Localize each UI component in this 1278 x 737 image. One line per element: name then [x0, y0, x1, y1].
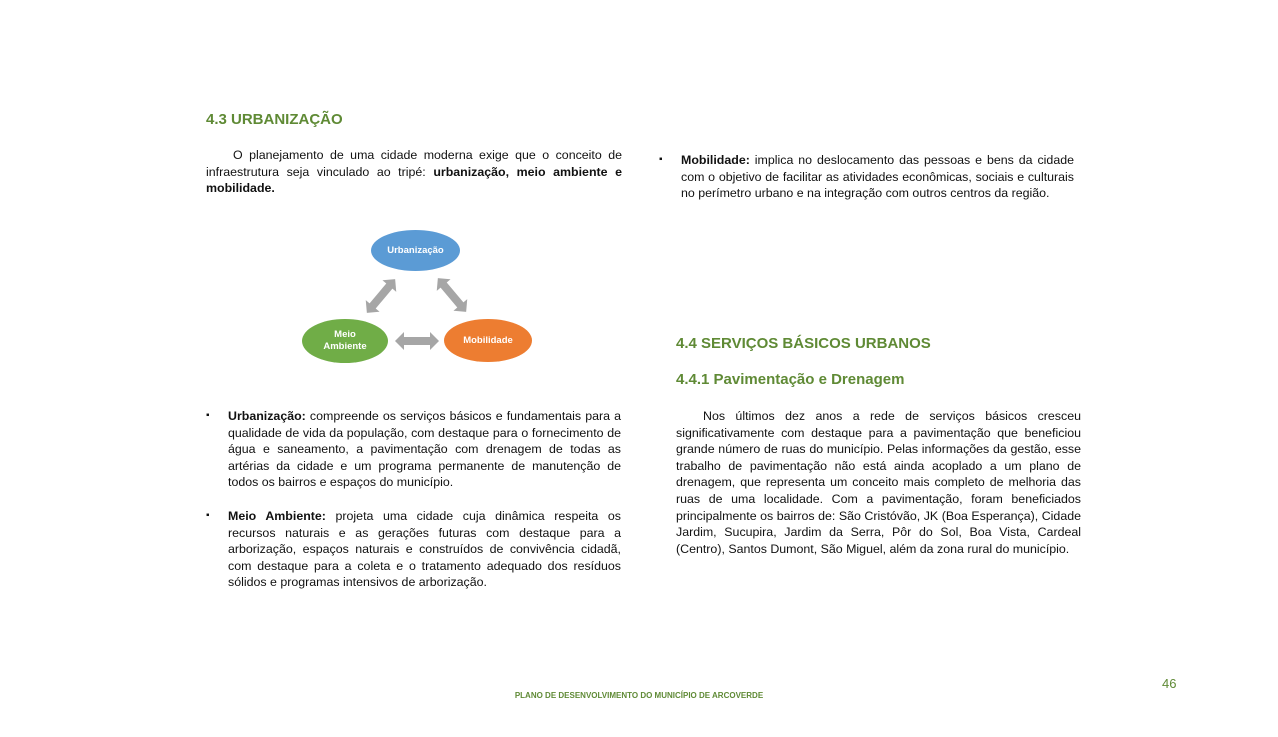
- section-heading-servicos: 4.4 SERVIÇOS BÁSICOS URBANOS: [676, 335, 931, 352]
- arrow-urbanizacao-meio-ambiente: [360, 273, 402, 318]
- bullet-marker: ▪: [206, 410, 210, 421]
- node-meio-ambiente: [302, 319, 388, 363]
- bullet-term: Meio Ambiente:: [228, 509, 326, 523]
- node-mobilidade: [444, 319, 532, 362]
- node-urbanizacao: [371, 230, 460, 271]
- bullet-marker: ▪: [659, 154, 663, 165]
- page-number: 46: [1162, 676, 1177, 691]
- bullet-mobilidade: [659, 152, 1074, 202]
- bullet-marker: ▪: [206, 510, 210, 521]
- section-heading-urbanizacao: 4.3 URBANIZAÇÃO: [206, 111, 343, 128]
- bullet-meio-ambiente: [206, 508, 621, 591]
- footer-title: PLANO DE DESENVOLVIMENTO DO MUNICÍPIO DE ARCOVERDE: [514, 691, 764, 700]
- bullet-text: implica no deslocamento das pessoas e bens da cidade com o objetivo de facilitar as atividades econômicas, sociais e culturais no perímetro urbano e na integração com outros centros da região.: [681, 153, 1074, 201]
- bullet-urbanizacao: [206, 408, 621, 491]
- bullet-term: Urbanização:: [228, 409, 306, 423]
- intro-text: O planejamento de uma cidade moderna exige que o conceito de infraestrutura seja vinculado ao tripé:: [206, 148, 622, 179]
- intro-bold-text: urbanização, meio ambiente e mobilidade.: [206, 164, 622, 196]
- bullet-text: compreende os serviços básicos e fundamentais para a qualidade de vida da população, com destaque para o fornecimento de água e saneamento, a pavimentação com drenagem de todas as artérias da cidade e um programa permanente de manutenção de todos os bairros e espaços do município.: [228, 409, 621, 490]
- subsection-heading-pavimentacao: 4.4.1 Pavimentação e Drenagem: [676, 371, 905, 388]
- pavimentacao-paragraph: Nos últimos dez anos a rede de serviços básicos cresceu significativamente com destaque para a pavimentação que beneficiou grande número de ruas do município. Pelas informações da gestão, esse trabalho de pavimentação não está ainda acoplado a um plano de drenagem, que representa um conceito mais completo de melhoria das ruas de uma localidade. Com a pavimentação, foram beneficiados principalmente os bairros de: São Cristóvão, JK (Boa Esperança), Cidade Jardim, Sucupira, Jardim da Serra, Pôr do Sol, Boa Vista, Cardeal (Centro), Santos Dumont, São Miguel, além da zona rural do município.: [676, 409, 1081, 556]
- bullet-text: projeta uma cidade cuja dinâmica respeita os recursos naturais e as gerações futuras com destaque para a arborização, espaços naturais e construídos de convivência cidadã, com destaque para a coleta e o tratamento adequado dos resíduos sólidos e programas intensivos de arborização.: [228, 509, 621, 590]
- node-mobilidade-label: Mobilidade: [463, 334, 513, 346]
- arrow-urbanizacao-mobilidade: [431, 272, 473, 317]
- arrow-meio-ambiente-mobilidade: [395, 332, 439, 350]
- node-meio-ambiente-label: Meio Ambiente: [323, 329, 367, 352]
- bullet-term: Mobilidade:: [681, 153, 750, 167]
- node-urbanizacao-label: Urbanização: [387, 244, 444, 256]
